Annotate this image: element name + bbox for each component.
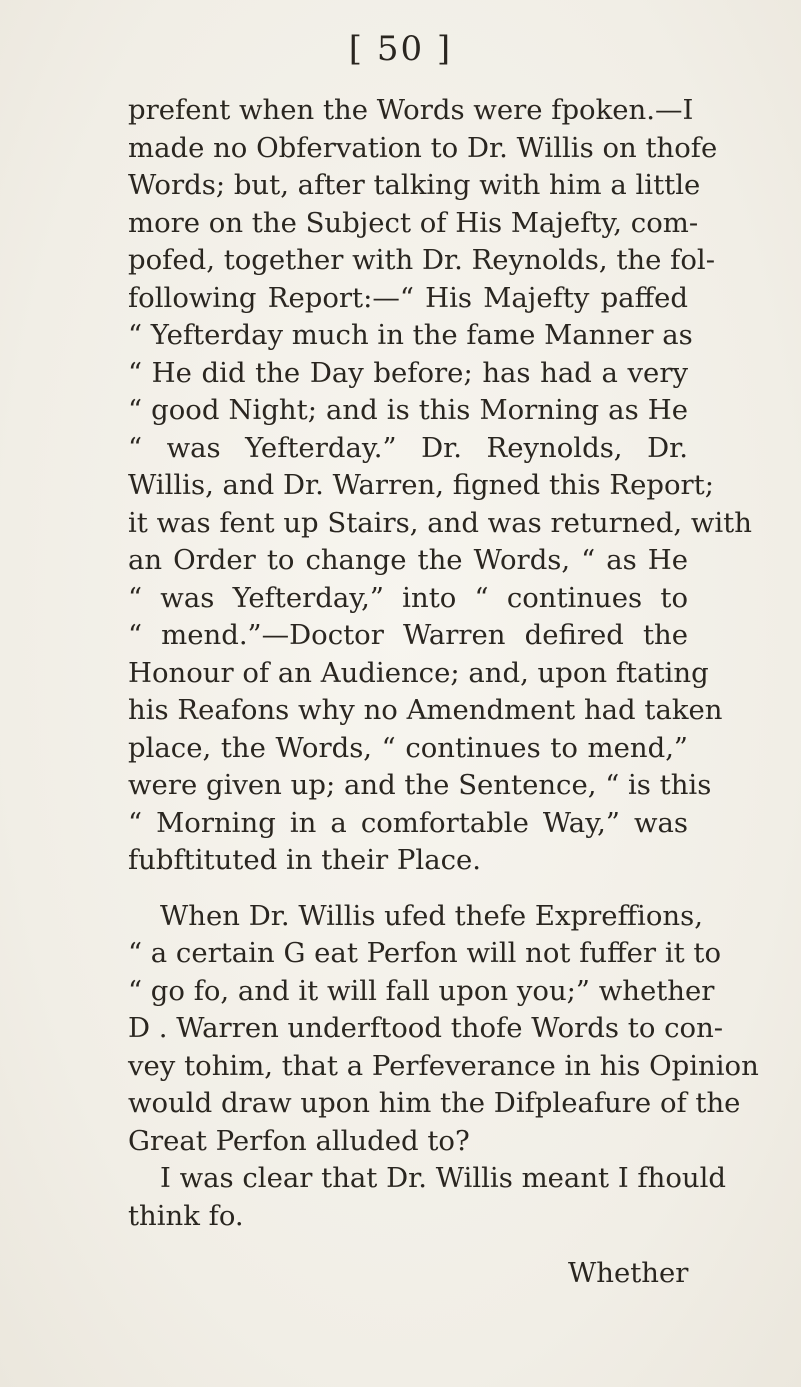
text-line: “ Yefterday much in the fame Manner as xyxy=(128,319,693,351)
text-line: “ a certain G eat Perfon will not fuffer it to xyxy=(128,937,722,969)
body-text xyxy=(128,92,759,1235)
text-line: were given up; and the Sentence, “ is this xyxy=(128,769,712,801)
text-line: “ He did the Day before; has had a very xyxy=(128,356,688,389)
paragraph-gap xyxy=(128,880,688,898)
text-line: fubftituted in their Place. xyxy=(128,844,482,876)
text-line: more on the Subject of His Majefty, com- xyxy=(128,206,699,239)
text-line: it was fent up Stairs, and was returned, with xyxy=(128,506,752,539)
page-number-header: [ 50 ] xyxy=(348,29,453,69)
text-line: place, the Words, “ continues to mend,” xyxy=(128,731,688,764)
catchword: Whether xyxy=(568,1257,689,1289)
text-line: think fo. xyxy=(128,1199,244,1232)
text-line: vey tohim, that a Perfeverance in his Opinion xyxy=(128,1049,759,1082)
text-line: “ mend.”—Doctor Warren defired the xyxy=(128,619,688,651)
text-line: Honour of an Audience; and, upon ftating xyxy=(128,656,709,689)
text-line: “ was Yefterday,” into “ continues to xyxy=(128,581,688,614)
text-line: Great Perfon alluded to? xyxy=(128,1124,470,1157)
text-line: an Order to change the Words, “ as He xyxy=(128,544,688,576)
text-line: I was clear that Dr. Willis meant I fhould xyxy=(160,1162,726,1194)
text-line: D . Warren underftood thofe Words to con- xyxy=(128,1012,724,1044)
text-line: would draw upon him the Difpleafure of the xyxy=(128,1087,741,1119)
text-line: made no Obfervation to Dr. Willis on thofe xyxy=(128,131,718,164)
text-line: pofed, together with Dr. Reynolds, the fol- xyxy=(128,244,715,276)
text-line: “ Morning in a comfortable Way,” was xyxy=(128,806,688,839)
text-line: his Reafons why no Amendment had taken xyxy=(128,694,723,726)
text-line: “ good Night; and is this Morning as He xyxy=(128,394,688,426)
text-line: following Report:—“ His Majefty paffed xyxy=(128,281,688,314)
text-line: When Dr. Willis ufed thefe Expreffions, xyxy=(160,899,703,932)
text-line: prefent when the Words were fpoken.—I xyxy=(128,94,694,126)
text-line: “ go fo, and it will fall upon you;” whether xyxy=(128,974,715,1007)
text-line: Words; but, after talking with him a little xyxy=(128,169,701,201)
text-line: “ was Yefterday.” Dr. Reynolds, Dr. xyxy=(128,431,688,464)
text-line: Willis, and Dr. Warren, figned this Report; xyxy=(128,469,714,501)
